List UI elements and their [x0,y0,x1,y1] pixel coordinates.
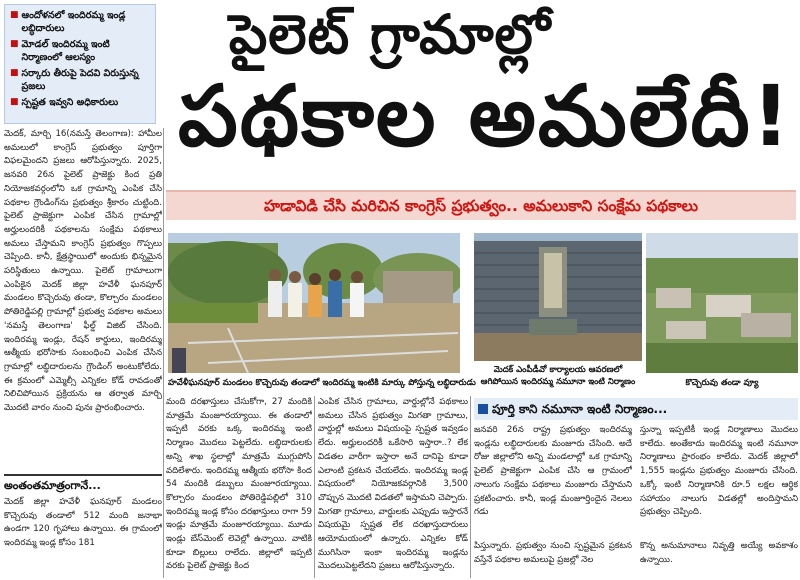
column-divider [163,128,164,578]
subheadline: హడావిడి చేసి మరిచిన కాంగ్రెస్ ప్రభుత్వం.. అమలుకాని సంక్షేమ పథకాలు [166,190,796,220]
bullet-icon: ■ [10,10,19,20]
photo-village-view [646,233,798,373]
section-heading: అంతంతమాత్రంగానే... [4,474,162,495]
photo3-caption: కొచ్చెరువు తండా వ్యూ [685,378,759,388]
bullet-icon: ■ [10,68,19,78]
photo2-caption: మెదక్ ఎంపీడీవో కార్యాలయ ఆవరణలో ఆగిపోయిన ఇందిరమ్మ నమూనా ఇంటి నిర్మాణం [480,365,636,387]
photo1-caption: హవేళీఘనపూర్ మండలం కొచ్చెరువు తండాలో ఇందిరమ్మ ఇంటికి మార్కు పోస్తున్న లబ్ధిదారుడు [168,378,476,388]
photo-model-house [474,233,642,361]
bullet-icon: ■ [10,97,19,107]
right-column-1: జనవరి 26న రాష్ట్ర ప్రభుత్వం ఇందిరమ్మ ఇండ్లను లబ్ధిదారులకు మంజూరు చేసింది. అదే రోజు జిల్లాలోని అన్ని మండలాల్లో ఒక గ్రామాన్ని పైలెట్ ప్రాజెక్టుగా ఎంపిక చేసి ఆ గ్రామంలో నాలుగు సంక్షేమ పథకాలు మంజూరు చేస్తామని ప్రకటించారు. కానీ, ఇండ్ల మంజూర్తిందైన నెలలు గడు [474,425,632,518]
photo-beneficiaries [168,233,460,373]
middle-column-1: మంది దరఖాస్తులు చేసుకోగా, 27 మందికి మాత్రమే మంజూరయ్యాయి. ఈ తండాలో ఇప్పటి వరకు ఒక్క ఇందిరమ్మ ఇంటి నిర్మాణం మొదలు పెట్టలేదు. లబ్ధిదారులకు అన్ని శాఖ స్థలాల్లో మాత్రమే ముగ్గుపోసి వదిలేశారు. ఇందిరమ్మ ఆత్మీయ భరోసా కింద 54 మందికి డబ్బులు మంజూరయ్యాయి. కొల్చారం మండలం పోతిరెడ్డిపల్లిలో 310 ఇందిరమ్మ ఇండ్ల కోసం దరఖాస్తులు రాగా 59 ఇండ్లు మాత్రమే మంజూరయ్యాయి. మూడు ఇండ్లు బేస్‌మెంట్ లెవెల్లో ఉన్నాయి. వాటికి కూడా బిల్లులు రాలేదు. జిల్లాలో ఇప్పటి వరకు పైలెట్ ప్రాజెక్టు కింద [166,397,312,572]
right-column-2: స్తున్నా ఇప్పటికీ ఇండ్ల నిర్మాణాలు మొదలు కాలేదు. అంతేకాదు ఇందిరమ్మ ఇంటి నమూనా నిర్మాణాలు ప్రారంభం కాలేదు. మెదక్ జిల్లాలో 1,555 ఇండ్లను ప్రభుత్వం మంజూరు చేసింది. ఒక్కో ఇంటి నిర్మాణానికి రూ.5 లక్షల ఆర్థిక సహాయం నాలుగు విడతల్లో అందిస్తామని ప్రభుత్వం చెప్పింది. [640,425,798,518]
subsection-heading: పూర్తి కాని నమూనా ఇంటి నిర్మాణం... [474,398,798,420]
column-divider [314,396,315,578]
middle-column-2: ఎంపిక చేసిన గ్రామాలు, వార్డుల్లోనే పథకాలు అమలు చేసిన ప్రభుత్వం మిగతా గ్రామాలు, వార్డుల్లో అమలు విషయంపై స్పష్టత ఇవ్వడం లేదు. అర్హులందరికీ ఒకేసారి ఇస్తారా..? లేక విడతల వారీగా ఇస్తారా అనే దానిపై కూడా ఎలాంటి ప్రకటన చేయలేదు. ఇందిరమ్మ ఇండ్ల విషయంలో నియోజకవర్గానికి 3,500 చొప్పున మొదటి విడతలో ఇస్తామని చెప్పారు. మిగతా గ్రామాలు, వార్డులకు ఎప్పుడు ఇస్తారనే విషయమై స్పష్టత లేక దరఖాస్తుదారులు ఆయోమయంలో ఉన్నారు. ఎన్నికల కోడ్ ముగిసినా ఇంకా ఇందిరమ్మ ఇండ్లను మొదలుపెట్టలేదని ప్రజలు ఆరోపిస్తున్నారు. [318,397,468,572]
bullet-icon: ■ [10,39,19,49]
headline-top: పైలెట్ గ్రామాల్లో [228,3,552,66]
highlight-item: ■ స్పష్టత ఇవ్వని అధికారులు [10,97,119,108]
highlight-item: ■ సర్కారు తీరుపై పెదవి విరుస్తున్న ప్రజలు [10,68,139,92]
section-marker-icon [478,404,488,414]
left-column-text: మెదక్, మార్చి 16(నమస్తే తెలంగాణ): హామీల అమలులో కాంగ్రెస్ ప్రభుత్వం పూర్తిగా విఫలమైందని ప్రజలు ఆరోపిస్తున్నారు. 2025, జనవరి 26న పైలెట్ ప్రాజెక్టు కింద ప్రతి నియోజకవర్గంలోని ఒక గ్రామాన్ని ఎంపిక చేసి పథకాల గ్రౌండింగ్‌ను ప్రభుత్వం శ్రీకారం చుట్టింది. పైలెట్ ప్రాజెక్టుగా ఎంపిక చేసిన గ్రామాల్లో అర్హులందరికీ పథకాలను సంక్షేమ పథకాలు అమలు చేస్తామని కాంగ్రెస్ ప్రభుత్వం గొప్పలు చెప్పింది. కానీ, క్షేత్రస్థాయిలో అందుకు భిన్నమైన పరిస్థితులు ఉన్నాయి. పైలెట్ గ్రామాలుగా ఎంపికైన మెదక్ జిల్లా హవేళీ ఘనపూర్ మండలం కొచ్చెరువు తండా, కొల్చారం మండలం పోతిరెడ్డిపల్లి గ్రామాల్లో ప్రభుత్వ పథకాల అమలు 'నమస్తే తెలంగాణ' ఫీల్డ్ విజిట్ చేసింది. ఇందిరమ్మ ఇండ్లు, రేషన్ కార్డులు, ఇందిరమ్మ ఆత్మీయ భరోసాకు సంబంధించి ఎంపిక చేసిన గ్రామాల్లో లబ్ధిదారులను గ్రౌండింగ్ అంటుకోలేదు. ఈ క్రమంలో ఎమ్మెల్సీ ఎన్నికల కోడ్ రావడంతో నిలిచిపోయిన ప్రక్రియను ఆ తర్వాత మార్చి మొదటి వారం నుంచి పునః ప్రారంభించారు. [4,129,162,414]
highlight-item: ■ మోడల్ ఇందిరమ్మ ఇంటి నిర్మాణంలో ఆలస్యం [10,39,110,63]
highlights-box [4,4,156,124]
bottom-column-2: కొన్న అనుమానాలు నివృత్తి అయ్యే అవకాశం ఉన్నాయి. [640,541,798,565]
column-divider [470,396,471,578]
section-text: మెదక్ జిల్లా హవేళీ ఘనపూర్ మండలం కొచ్చెరువు తండాలో 512 మంది జనాభా ఉండగా 120 గృహాలు ఉన్నాయి. ఈ గ్రామంలో ఇందిరమ్మ ఇండ్ల కోసం 181 [4,497,162,549]
headline-main: పథకాల అమలేదీ! [178,67,792,165]
bottom-column-1: పిస్తున్నారు. ప్రభుత్వం నుంచి స్పష్టమైన ప్రకటన వస్తేనే పథకాల అమలుపై ప్రజల్లో నెల [474,541,632,565]
highlight-item: ■ ఆందోళనలో ఇందిరమ్మ ఇండ్ల లబ్ధిదారులు [10,10,126,34]
